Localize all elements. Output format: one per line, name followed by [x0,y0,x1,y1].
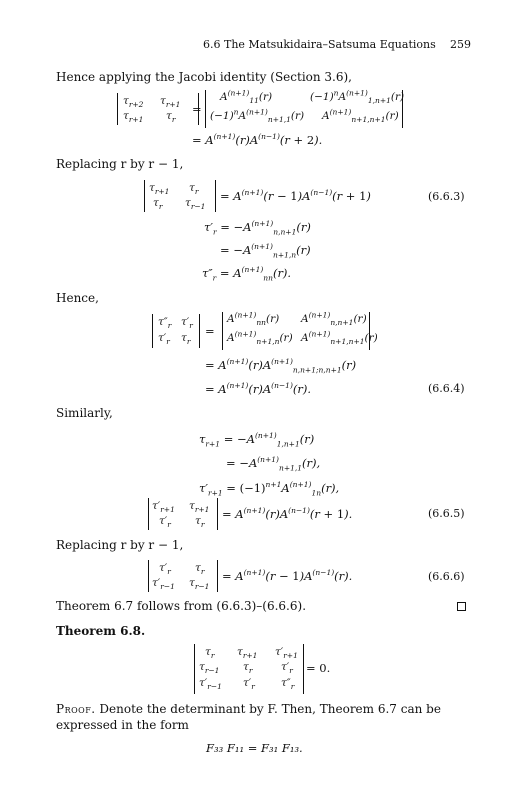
eq-label-6-6-3: (6.6.3) [428,190,465,203]
paragraph-hence: Hence, [56,291,99,305]
eq-label-6-6-5: (6.6.5) [428,507,465,520]
equation-tau-prime-r-plus-1: $\tau'_{r+1} = (-1)^{n+1}A^{(n+1)}_{1n}(r)$, [199,480,340,498]
eq-label-6-6-4: (6.6.4) [428,382,465,395]
proof-label: Proof. [56,702,96,716]
proof-line-1 [56,702,441,716]
proof-text-1: Denote the determinant by F. Then, Theorem 6.7 can be [99,702,441,716]
equation-tau-r-plus-1-alt: = $-A^{(n+1)}_{n+1,1}(r)$, [226,455,321,473]
determinant-tau-r: $\tau_{r+1}$ $\tau_r$ $\tau_r$ $\tau_{r-1}$ [144,180,216,212]
equation-6-6-4: = $A^{(n+1)}(r)A^{(n-1)}(r)$. [205,381,312,396]
determinant-A-nn: $A^{(n+1)}_{nn}(r)$ $A^{(n+1)}_{n,n+1}(r)$ $A^{(n+1)}_{n+1,n}(r)$ $A^{(n+1)}_{n+1,n+1}(r)$ [222,312,370,350]
equation-6-6-5: = $A^{(n+1)}(r)A^{(n-1)}(r + 1)$. [222,506,353,521]
eq-label-6-6-6: (6.6.6) [428,570,465,583]
determinant-tau-derivatives: $\tau''_r$ $\tau'_r$ $\tau'_r$ $\tau_r$ [152,314,200,348]
paragraph-jacobi: Hence applying the Jacobi identity (Section 3.6), [56,70,352,84]
proof-text-2: expressed in the form [56,718,189,732]
paragraph-replacing-1: Replacing r by r − 1, [56,157,184,171]
running-header: 6.6 The Matsukidaira–Satsuma Equations [203,38,436,51]
equation-1-rhs: = $A^{(n+1)}(r)A^{(n-1)}(r + 2)$. [192,132,323,147]
paragraph-theorem-6-7: Theorem 6.7 follows from (6.6.3)–(6.6.6). [56,599,307,613]
equation-tau-double-prime: $\tau''_r = A^{(n+1)}_{nn}(r)$. [202,265,292,283]
equation-tau-r-plus-1: $\tau_{r+1} = -A^{(n+1)}_{1,n+1}(r)$ [199,431,315,449]
proof-equation: F₃₃ F₁₁ = F₃₁ F₁₃. [206,741,303,755]
equals-sign: = [192,102,202,116]
paragraph-replacing-2: Replacing r by r − 1, [56,538,184,552]
theorem-6-8-heading: Theorem 6.8. [56,624,146,638]
equals-sign-2: = [205,324,215,338]
paragraph-similarly: Similarly, [56,406,113,420]
qed-symbol-icon [457,602,466,611]
determinant-tau-prime-r-plus-1: $\tau'_{r+1}$ $\tau_{r+1}$ $\tau'_r$ $\tau_r$ [148,498,218,530]
equation-6-6-3: = $A^{(n+1)}(r - 1)A^{(n-1)}(r + 1)$ [220,188,371,203]
equation-6-6-6: = $A^{(n+1)}(r - 1)A^{(n-1)}(r)$. [222,568,353,583]
equation-tau-prime: $\tau'_r = -A^{(n+1)}_{n,n+1}(r)$ [204,219,311,237]
equation-tau-prime-alt: = $-A^{(n+1)}_{n+1,n}(r)$ [220,242,311,260]
equation-6-6-4-line2: = $A^{(n+1)}(r)A^{(n+1)}_{n,n+1;n,n+1}(r)$ [205,357,357,375]
determinant-A-2x2: $A^{(n+1)}_{11}(r)$ $(-1)^nA^{(n+1)}_{1,n+1}(r)$ $(-1)^nA^{(n+1)}_{n+1,1}(r)$ $A^{(n+1)}_{n+1,n+1}(r)$ [205,90,403,128]
page-number: 259 [450,38,471,51]
determinant-tau-prime-r: $\tau'_r$ $\tau_r$ $\tau'_{r-1}$ $\tau_{r-1}$ [148,560,218,592]
determinant-tau-2x2: $\tau_{r+2}$ $\tau_{r+1}$ $\tau_{r+1}$ $\tau_r$ [117,93,199,125]
equation-theorem-6-8: = 0. [306,661,331,675]
determinant-3x3: $\tau_r$ $\tau_{r+1}$ $\tau'_{r+1}$ $\tau_{r-1}$ $\tau_r$ $\tau'_r$ $\tau'_{r-1}$ $\tau'_r$ $\tau''_r$ [194,644,304,694]
